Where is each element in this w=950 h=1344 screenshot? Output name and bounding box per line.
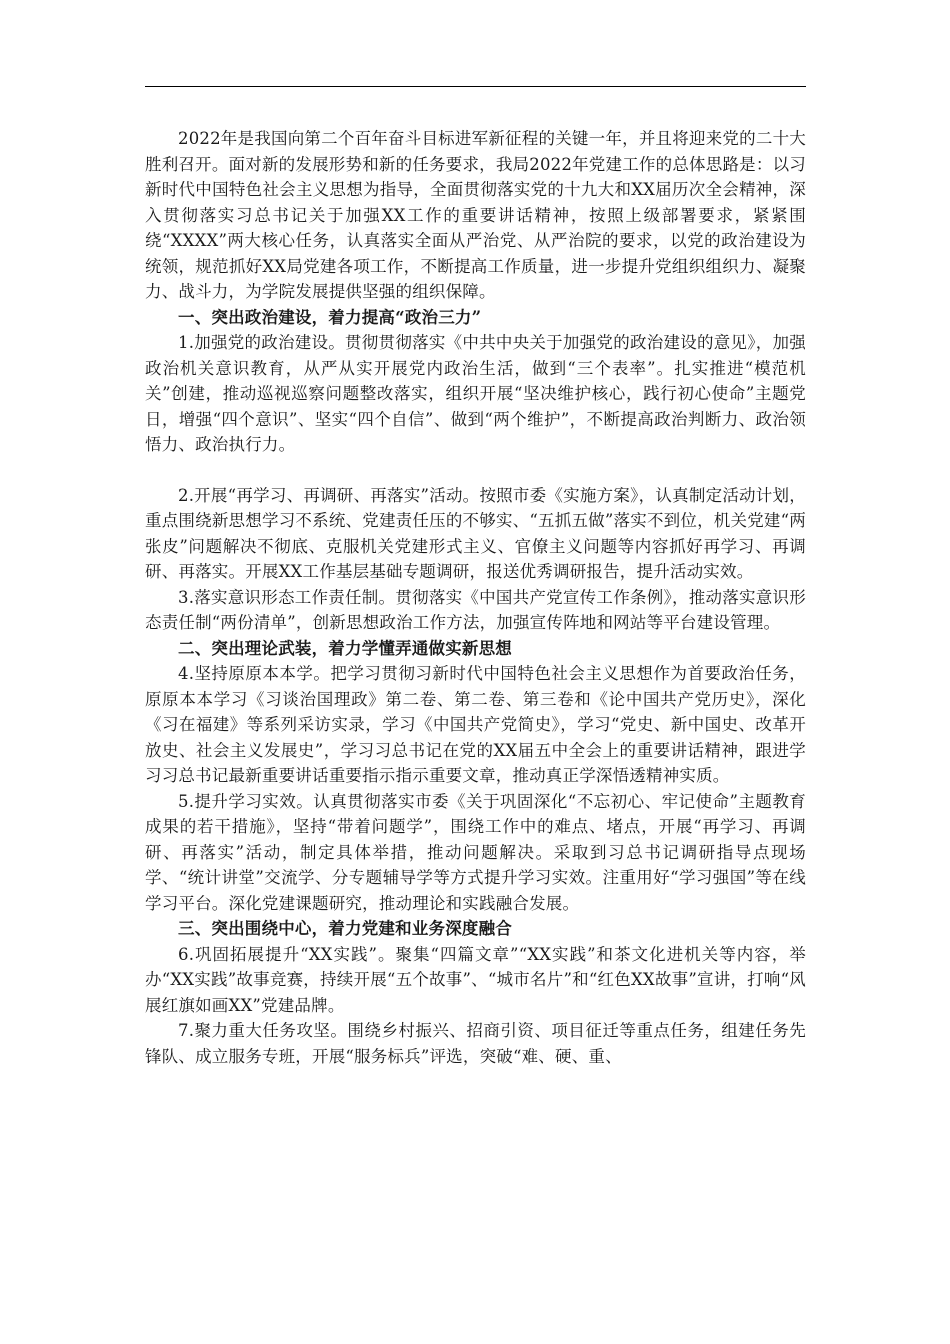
paragraph-item-4: 4.坚持原原本本学。把学习贯彻习新时代中国特色社会主义思想作为首要政治任务，原原本本学习《习谈治国理政》第二卷、第二卷、第三卷和《论中国共产党历史》，深化《习在福建》等系列采访实录，学习《中国共产党简史》，学习“党史、新中国史、改革开放史、社会主义发展史”，学习习总书记在党的XX届五中全会上的重要讲话精神，跟进学习习总书记最新重要讲话重要指示指示重要文章，推动真正学深悟透精神实质。 [145, 664, 806, 785]
header-rule [145, 86, 806, 87]
paragraph-item-3: 3.落实意识形态工作责任制。贯彻落实《中国共产党宣传工作条例》，推动落实意识形态责任制“两份清单”，创新思想政治工作方法，加强宣传阵地和网站等平台建设管理。 [145, 587, 806, 632]
paragraph-item-5: 5.提升学习实效。认真贯彻落实市委《关于巩固深化“不忘初心、牢记使命”主题教育成果的若干措施》，坚持“带着问题学”，围绕工作中的难点、堵点，开展“再学习、再调研、再落实”活动，制定具体举措，推动问题解决。采取到习总书记调研指导点现场学、“统计讲堂”交流学、分专题辅导学等方式提升学习实效。注重用好“学习强国”等在线学习平台。深化党建课题研究，推动理论和实践融合发展。 [145, 791, 806, 913]
paragraph-item-6: 6.巩固拓展提升“XX实践”。聚集“四篇文章”“XX实践”和茶文化进机关等内容，举办“XX实践”故事竞赛，持续开展“五个故事”、“城市名片”和“红色XX故事”宣讲，打响“风展红旗如画XX”党建品牌。 [145, 944, 806, 1015]
paragraph-gap [145, 458, 806, 483]
intro-paragraph: 2022年是我国向第二个百年奋斗目标进军新征程的关键一年，并且将迎来党的二十大胜利召开。面对新的发展形势和新的任务要求，我局2022年党建工作的总体思路是：以习新时代中国特色社会主义思想为指导，全面贯彻落实党的十九大和XX届历次全会精神，深入贯彻落实习总书记关于加强XX工作的重要讲话精神，按照上级部署要求，紧紧围绕“XXXX”两大核心任务，认真落实全面从严治党、从严治院的要求，以党的政治建设为统领，规范抓好XX局党建各项工作，不断提高工作质量，进一步提升党组织组织力、凝聚力、战斗力，为学院发展提供坚强的组织保障。 [145, 129, 806, 301]
paragraph-item-1: 1.加强党的政治建设。贯彻贯彻落实《中共中央关于加强党的政治建设的意见》，加强政治机关意识教育，从严从实开展党内政治生活，做到“三个表率”。扎实推进“模范机关”创建，推动巡视巡察问题整改落实，组织开展“坚决维护核心，践行初心使命”主题党日，增强“四个意识”、坚实“四个自信”、做到“两个维护”，不断提高政治判断力、政治领悟力、政治执行力。 [145, 333, 806, 454]
paragraph-item-7: 7.聚力重大任务攻坚。围绕乡村振兴、招商引资、项目征迁等重点任务，组建任务先锋队、成立服务专班，开展“服务标兵”评选，突破“难、硬、重、 [145, 1021, 806, 1066]
section-heading-2: 二、突出理论武装，着力学懂弄通做实新思想 [178, 638, 512, 658]
section-heading-1: 一、突出政治建设，着力提高“政治三力” [178, 307, 482, 327]
section-heading-3: 三、突出围绕中心，着力党建和业务深度融合 [178, 919, 512, 938]
paragraph-item-2: 2.开展“再学习、再调研、再落实”活动。按照市委《实施方案》，认真制定活动计划，重点围绕新思想学习不系统、党建责任压的不够实、“五抓五做”落实不到位，机关党建“两张皮”问题解决不彻底、克服机关党建形式主义、官僚主义问题等内容抓好再学习、再调研、再落实。开展XX工作基层基础专题调研，报送优秀调研报告，提升活动实效。 [145, 485, 806, 581]
document-body [145, 126, 806, 1069]
